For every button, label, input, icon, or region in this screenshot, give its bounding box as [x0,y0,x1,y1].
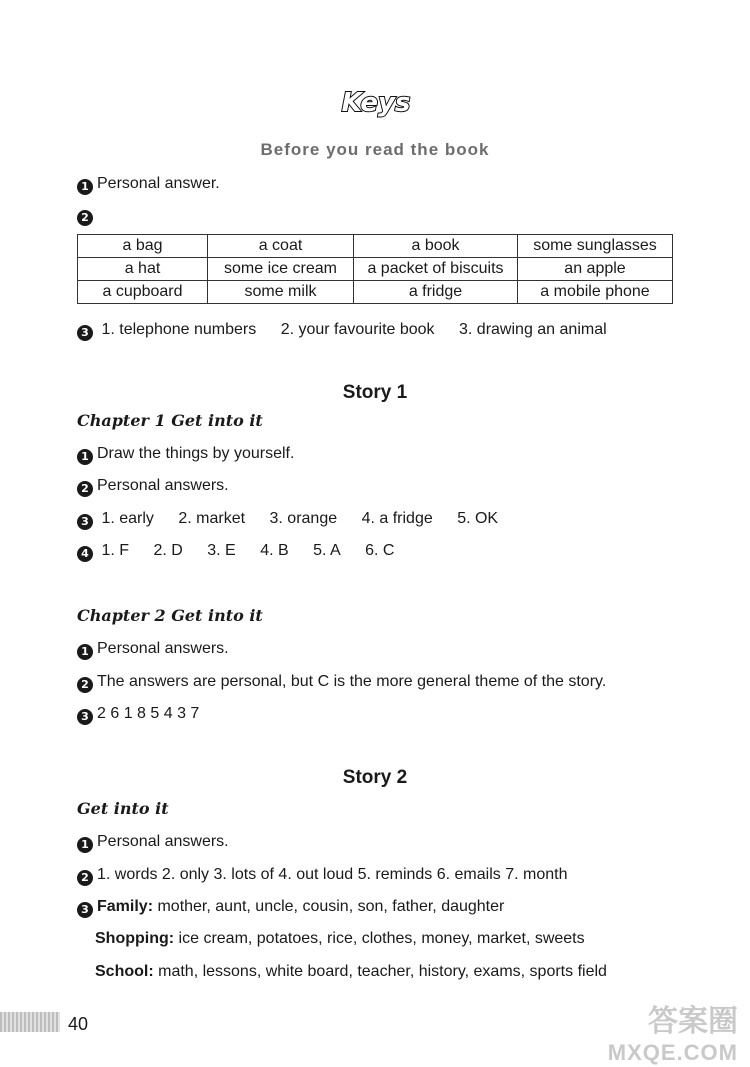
school-label: School: [95,963,154,980]
story-1-title: Story 1 [342,382,408,403]
vocabulary-table [77,234,673,304]
table-cell: a book [354,235,518,258]
number-badge: 3 [77,902,93,918]
s2-q2-answer: 1. words 2. only 3. lots of 4. out loud 5. reminds 6. emails 7. month [97,866,568,883]
intro-q1-answer: Personal answer. [97,175,220,192]
keys-logo [340,82,412,122]
chapter-1-title: Chapter 1 Get into it [77,411,263,430]
ch1-question-2 [77,476,229,497]
keys-logo-text: Keys [341,88,411,118]
s2-question-1 [77,832,229,853]
number-badge: 2 [77,677,93,693]
ch1-question-4 [77,541,394,562]
ch2-question-2 [77,672,606,693]
ch2-question-3 [77,704,199,725]
answer-item: 1. early [101,510,154,527]
s2-question-2 [77,865,567,886]
table-cell: a cupboard [78,281,208,304]
answer-item: 2. market [178,510,246,527]
table-cell: a bag [78,235,208,258]
answer-item: 2. D [153,542,183,559]
ch1-question-1 [77,444,294,465]
table-cell: some ice cream [208,258,354,281]
number-badge: 2 [77,481,93,497]
school-words: math, lessons, white board, teacher, history, exams, sports field [153,963,607,980]
ch2-q2-answer: The answers are personal, but C is the more general theme of the story. [97,673,607,690]
number-badge: 3 [77,709,93,725]
answer-item: 5. A [313,542,341,559]
family-label: Family: [97,898,154,915]
intro-question-2 [77,205,97,226]
number-badge: 1 [77,179,93,195]
ch2-q1-answer: Personal answers. [97,640,229,657]
watermark-line-2: MXQE.COM [607,1040,738,1065]
answer-item: 4. B [260,542,289,559]
answer-item: 3. drawing an animal [459,321,607,338]
answer-item: 2. your favourite book [280,321,435,338]
s2-question-3 [77,897,504,918]
ch1-q1-answer: Draw the things by yourself. [97,445,295,462]
ch2-question-1 [77,639,229,660]
table-cell: a coat [208,235,354,258]
answer-item: 3. orange [269,510,338,527]
story-2-title: Story 2 [342,767,408,788]
ch1-q2-answer: Personal answers. [97,477,229,494]
ch1-question-3 [77,509,498,530]
answer-item: 5. OK [457,510,499,527]
story-2-section-title: Get into it [77,799,169,818]
answer-item: 4. a fridge [361,510,433,527]
number-badge: 2 [77,210,93,226]
table-cell: a fridge [354,281,518,304]
answer-item: 3. E [207,542,236,559]
number-badge: 3 [77,325,93,341]
shopping-label: Shopping: [95,930,175,947]
answer-item: 6. C [365,542,395,559]
intro-question-3 [77,320,607,341]
ch2-q3-answer: 2 6 1 8 5 4 3 7 [97,705,200,722]
school-row [95,962,607,982]
page-number: 40 [68,1014,89,1034]
s2-q1-answer: Personal answers. [97,833,229,850]
table-row [78,258,673,281]
number-badge: 4 [77,546,93,562]
shopping-words: ice cream, potatoes, rice, clothes, money, market, sweets [174,930,585,947]
chapter-2-title: Chapter 2 Get into it [77,606,263,625]
number-badge: 3 [77,514,93,530]
table-cell: an apple [518,258,673,281]
table-cell: a hat [78,258,208,281]
number-badge: 1 [77,644,93,660]
watermark-line-1: 答案圈 [648,1004,738,1039]
table-cell: a mobile phone [518,281,673,304]
shopping-row [95,929,585,949]
table-cell: a packet of biscuits [354,258,518,281]
number-badge: 2 [77,870,93,886]
table-cell: some sunglasses [518,235,673,258]
watermark [598,996,738,1065]
intro-question-1 [77,174,220,195]
table-row [78,281,673,304]
number-badge: 1 [77,837,93,853]
answer-item: 1. F [101,542,130,559]
table-cell: some milk [208,281,354,304]
table-row [78,235,673,258]
page-number-bar [0,1012,60,1032]
family-words: mother, aunt, uncle, cousin, son, father, daughter [153,898,505,915]
number-badge: 1 [77,449,93,465]
page-subtitle: Before you read the book [260,140,490,159]
answer-item: 1. telephone numbers [101,321,257,338]
